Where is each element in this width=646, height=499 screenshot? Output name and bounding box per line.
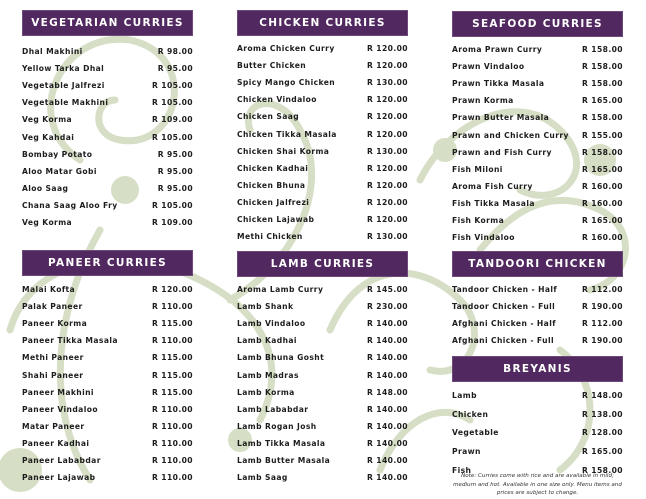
menu-item-price: R 148.00 [367, 387, 408, 397]
menu-item [237, 160, 408, 177]
menu-item [22, 180, 193, 197]
menu-item-price: R 140.00 [367, 438, 408, 448]
menu-item-name: Methi Paneer [22, 353, 84, 363]
menu-item-price: R 230.00 [367, 302, 408, 312]
menu-item-price: R 165.00 [582, 164, 623, 174]
menu-item [237, 435, 408, 452]
menu-item [22, 435, 193, 452]
menu-item [237, 108, 408, 125]
menu-item-name: Lamb Madras [237, 370, 299, 380]
menu-item-price: R 112.00 [582, 319, 623, 329]
menu-item [237, 418, 408, 435]
menu-item-name: Chicken Bhuna [237, 180, 306, 190]
menu-item-price: R 160.00 [582, 181, 623, 191]
menu-item-price: R 128.00 [582, 428, 623, 438]
menu-item-name: Vegetable [452, 428, 499, 438]
menu-item [237, 298, 408, 315]
menu-item [237, 281, 408, 298]
section-vegetarian-curries [22, 10, 193, 231]
menu-item [452, 109, 623, 126]
menu-item-name: Paneer Vindaloo [22, 404, 98, 414]
menu-item-name: Lamb Bhuna Gosht [237, 353, 325, 363]
menu-item-name: Bombay Potato [22, 149, 93, 159]
menu-item [452, 405, 623, 424]
menu-item-name: Prawn and Chicken Curry [452, 130, 569, 140]
menu-item-price: R 105.00 [152, 98, 193, 108]
section-header: BREYANIS [452, 356, 623, 382]
menu-item-price: R 115.00 [152, 387, 193, 397]
menu-item-name: Paneer Korma [22, 319, 88, 329]
menu-item [452, 161, 623, 178]
menu-item-name: Chicken Jalfrezi [237, 197, 310, 207]
section-header: CHICKEN CURRIES [237, 10, 408, 36]
menu-item [452, 315, 623, 332]
menu-item [22, 315, 193, 332]
menu-item-name: Prawn Vindaloo [452, 62, 525, 72]
menu-item-name: Yellow Tarka Dhal [22, 64, 105, 74]
menu-item-price: R 140.00 [367, 473, 408, 483]
menu-item-name: Matar Paneer [22, 421, 85, 431]
menu-item-name: Prawn Korma [452, 96, 514, 106]
menu-item-price: R 105.00 [152, 81, 193, 91]
menu-item [22, 298, 193, 315]
menu-item-name: Aroma Fish Curry [452, 181, 533, 191]
menu-item-name: Fish Vindaloo [452, 233, 515, 243]
section-header: VEGETARIAN CURRIES [22, 10, 193, 36]
menu-item-name: Afghani Chicken - Full [452, 336, 554, 346]
menu-item-price: R 105.00 [152, 132, 193, 142]
menu-item-name: Palak Paneer [22, 302, 83, 312]
menu-item-name: Lamb [452, 390, 477, 400]
menu-item [22, 469, 193, 486]
menu-item [452, 229, 623, 246]
menu-item-name: Prawn [452, 447, 481, 457]
menu-item-price: R 115.00 [152, 353, 193, 363]
menu-item-name: Vegetable Jalfrezi [22, 81, 105, 91]
menu-item-name: Fish Korma [452, 215, 505, 225]
menu-item-name: Lamb Korma [237, 387, 295, 397]
menu-item-price: R 130.00 [367, 146, 408, 156]
menu-item [22, 384, 193, 401]
menu-item-price: R 95.00 [157, 183, 193, 193]
menu-item [22, 128, 193, 145]
menu-item [237, 143, 408, 160]
menu-item-name: Chicken Tikka Masala [237, 129, 337, 139]
menu-item-name: Prawn Butter Masala [452, 113, 550, 123]
menu-item-name: Lamb Tikka Masala [237, 438, 326, 448]
menu-item-name: Malai Kofta [22, 285, 76, 295]
menu-item [452, 41, 623, 58]
section-header: PANEER CURRIES [22, 250, 193, 276]
menu-item [452, 126, 623, 143]
menu-item-name: Veg Korma [22, 217, 73, 227]
menu-item [237, 452, 408, 469]
menu-item-price: R 155.00 [582, 130, 623, 140]
section-tandoori-chicken [452, 251, 623, 349]
menu-item [22, 332, 193, 349]
menu-item-price: R 140.00 [367, 404, 408, 414]
section-header: SEAFOOD CURRIES [452, 11, 623, 37]
menu-item-price: R 110.00 [152, 455, 193, 465]
menu-item-price: R 110.00 [152, 302, 193, 312]
menu-item-price: R 95.00 [157, 64, 193, 74]
menu-item-price: R 109.00 [152, 115, 193, 125]
menu-item [237, 332, 408, 349]
menu-item-price: R 138.00 [582, 409, 623, 419]
menu-item-name: Chana Saag Aloo Fry [22, 200, 118, 210]
menu-item-name: Lamb Shank [237, 302, 294, 312]
menu-item-name: Paneer Lajawab [22, 473, 96, 483]
menu-item-name: Chicken [452, 409, 489, 419]
menu-item-price: R 120.00 [152, 285, 193, 295]
menu-item-price: R 95.00 [157, 166, 193, 176]
menu-item [452, 424, 623, 443]
menu-item [237, 211, 408, 228]
menu-item [22, 77, 193, 94]
menu-item-price: R 140.00 [367, 336, 408, 346]
menu-item-name: Paneer Makhini [22, 387, 94, 397]
menu-item-name: Chicken Vindaloo [237, 95, 317, 105]
section-chicken-curries [237, 10, 408, 245]
menu-item [22, 94, 193, 111]
menu-item-name: Aroma Lamb Curry [237, 285, 324, 295]
menu-item-price: R 120.00 [367, 180, 408, 190]
menu-item [22, 214, 193, 231]
menu-item-name: Afghani Chicken - Half [452, 319, 556, 329]
menu-item [22, 418, 193, 435]
menu-item-name: Aloo Saag [22, 183, 69, 193]
menu-item [237, 177, 408, 194]
menu-item [452, 58, 623, 75]
menu-item-price: R 120.00 [367, 163, 408, 173]
menu-item-price: R 115.00 [152, 319, 193, 329]
menu-item [452, 386, 623, 405]
menu-item-name: Fish Miloni [452, 164, 503, 174]
menu-item [237, 349, 408, 366]
menu-item-name: Prawn and Fish Curry [452, 147, 552, 157]
menu-item-name: Tandoor Chicken - Half [452, 285, 558, 295]
menu-item-price: R 158.00 [582, 45, 623, 55]
menu-item-price: R 158.00 [582, 62, 623, 72]
menu-item-price: R 120.00 [367, 44, 408, 54]
menu-item-price: R 160.00 [582, 233, 623, 243]
menu-item [237, 74, 408, 91]
menu-item [237, 315, 408, 332]
menu-item-name: Fish Tikka Masala [452, 198, 535, 208]
menu-item-name: Paneer Tikka Masala [22, 336, 118, 346]
menu-item-name: Butter Chicken [237, 61, 307, 71]
menu-item-name: Veg Kahdai [22, 132, 75, 142]
menu-item [237, 469, 408, 486]
menu-item-name: Spicy Mango Chicken [237, 78, 336, 88]
menu-item-name: Aroma Prawn Curry [452, 45, 543, 55]
menu-item [237, 125, 408, 142]
menu-item [22, 146, 193, 163]
menu-item-price: R 120.00 [367, 112, 408, 122]
menu-item-price: R 109.00 [152, 217, 193, 227]
menu-item [22, 197, 193, 214]
menu-item [237, 194, 408, 211]
menu-item-price: R 165.00 [582, 215, 623, 225]
menu-item-price: R 110.00 [152, 336, 193, 346]
menu-item [452, 195, 623, 212]
menu-item-price: R 140.00 [367, 370, 408, 380]
menu-item-price: R 120.00 [367, 129, 408, 139]
menu-item-price: R 165.00 [582, 447, 623, 457]
menu-item-price: R 110.00 [152, 473, 193, 483]
menu-item-name: Lamb Butter Masala [237, 455, 331, 465]
menu-item [452, 92, 623, 109]
menu-item-name: Veg Korma [22, 115, 73, 125]
menu-note: Note: Curries come with rice and are available in mild; medium and hot. Available in one size only. Menu items and prices are subject to change. [453, 473, 622, 496]
menu-item-price: R 140.00 [367, 421, 408, 431]
section-breyanis [452, 356, 623, 480]
menu-item-price: R 130.00 [367, 232, 408, 242]
menu-item-price: R 120.00 [367, 61, 408, 71]
menu-item-price: R 158.00 [582, 79, 623, 89]
menu-item-price: R 190.00 [582, 302, 623, 312]
menu-item-price: R 130.00 [367, 78, 408, 88]
menu-item-name: Prawn Tikka Masala [452, 79, 545, 89]
menu-item-price: R 110.00 [152, 404, 193, 414]
menu-item [452, 144, 623, 161]
menu-item-name: Paneer Kadhai [22, 438, 90, 448]
menu-item-name: Vegetable Makhini [22, 98, 109, 108]
menu-item [22, 366, 193, 383]
menu-item-price: R 158.00 [582, 147, 623, 157]
menu-item-name: Fish [452, 466, 472, 476]
menu-item [22, 111, 193, 128]
menu-item-name: Lamb Kadhai [237, 336, 297, 346]
menu-item-name: Aloo Matar Gobi [22, 166, 97, 176]
menu-item [22, 281, 193, 298]
menu-item [237, 228, 408, 245]
menu-item [22, 43, 193, 60]
menu-item [237, 384, 408, 401]
menu-item-price: R 115.00 [152, 370, 193, 380]
menu-item-name: Shahi Paneer [22, 370, 84, 380]
menu-item [237, 366, 408, 383]
menu-item-name: Lamb Lababdar [237, 404, 309, 414]
menu-item-price: R 190.00 [582, 336, 623, 346]
section-seafood-curries [452, 11, 623, 246]
menu-item-price: R 120.00 [367, 95, 408, 105]
menu-item [452, 75, 623, 92]
menu-item [452, 332, 623, 349]
menu-item-name: Tandoor Chicken - Full [452, 302, 556, 312]
menu-item-name: Lamb Rogan Josh [237, 421, 317, 431]
menu-item-price: R 158.00 [582, 113, 623, 123]
menu-item [22, 349, 193, 366]
menu-item [22, 163, 193, 180]
section-header: LAMB CURRIES [237, 251, 408, 277]
menu-item [22, 452, 193, 469]
menu-item [452, 298, 623, 315]
menu-item [22, 60, 193, 77]
menu-item-price: R 120.00 [367, 214, 408, 224]
section-header: TANDOORI CHICKEN [452, 251, 623, 277]
menu-item-price: R 140.00 [367, 319, 408, 329]
menu-item-name: Chicken Lajawab [237, 214, 315, 224]
menu-item [237, 91, 408, 108]
menu-item-name: Lamb Vindaloo [237, 319, 306, 329]
menu-item-price: R 158.00 [582, 466, 623, 476]
menu-item-name: Aroma Chicken Curry [237, 44, 335, 54]
menu-item [452, 442, 623, 461]
menu-item-name: Methi Chicken [237, 232, 303, 242]
menu-item-price: R 105.00 [152, 200, 193, 210]
menu-item-name: Chicken Kadhai [237, 163, 309, 173]
menu-item-price: R 160.00 [582, 198, 623, 208]
menu-item [452, 281, 623, 298]
menu-item-name: Chicken Shai Korma [237, 146, 330, 156]
menu-item-price: R 140.00 [367, 455, 408, 465]
menu-item [237, 57, 408, 74]
menu-item [452, 178, 623, 195]
menu-item-name: Dhal Makhini [22, 47, 83, 57]
menu-item-price: R 148.00 [582, 390, 623, 400]
menu-item-price: R 165.00 [582, 96, 623, 106]
menu-item-price: R 110.00 [152, 421, 193, 431]
section-lamb-curries [237, 251, 408, 486]
menu-item-price: R 120.00 [367, 197, 408, 207]
menu-item-price: R 98.00 [157, 47, 193, 57]
menu-item-price: R 110.00 [152, 438, 193, 448]
menu-item [237, 401, 408, 418]
menu-item-name: Lamb Saag [237, 473, 288, 483]
menu-item [237, 40, 408, 57]
menu-item-price: R 145.00 [367, 285, 408, 295]
menu-item-price: R 95.00 [157, 149, 193, 159]
menu-item-name: Chicken Saag [237, 112, 300, 122]
menu-item-price: R 140.00 [367, 353, 408, 363]
menu-item [22, 401, 193, 418]
section-paneer-curries [22, 250, 193, 486]
menu-item-price: R 112.00 [582, 285, 623, 295]
menu-item [452, 212, 623, 229]
menu-item-name: Paneer Lababdar [22, 455, 101, 465]
